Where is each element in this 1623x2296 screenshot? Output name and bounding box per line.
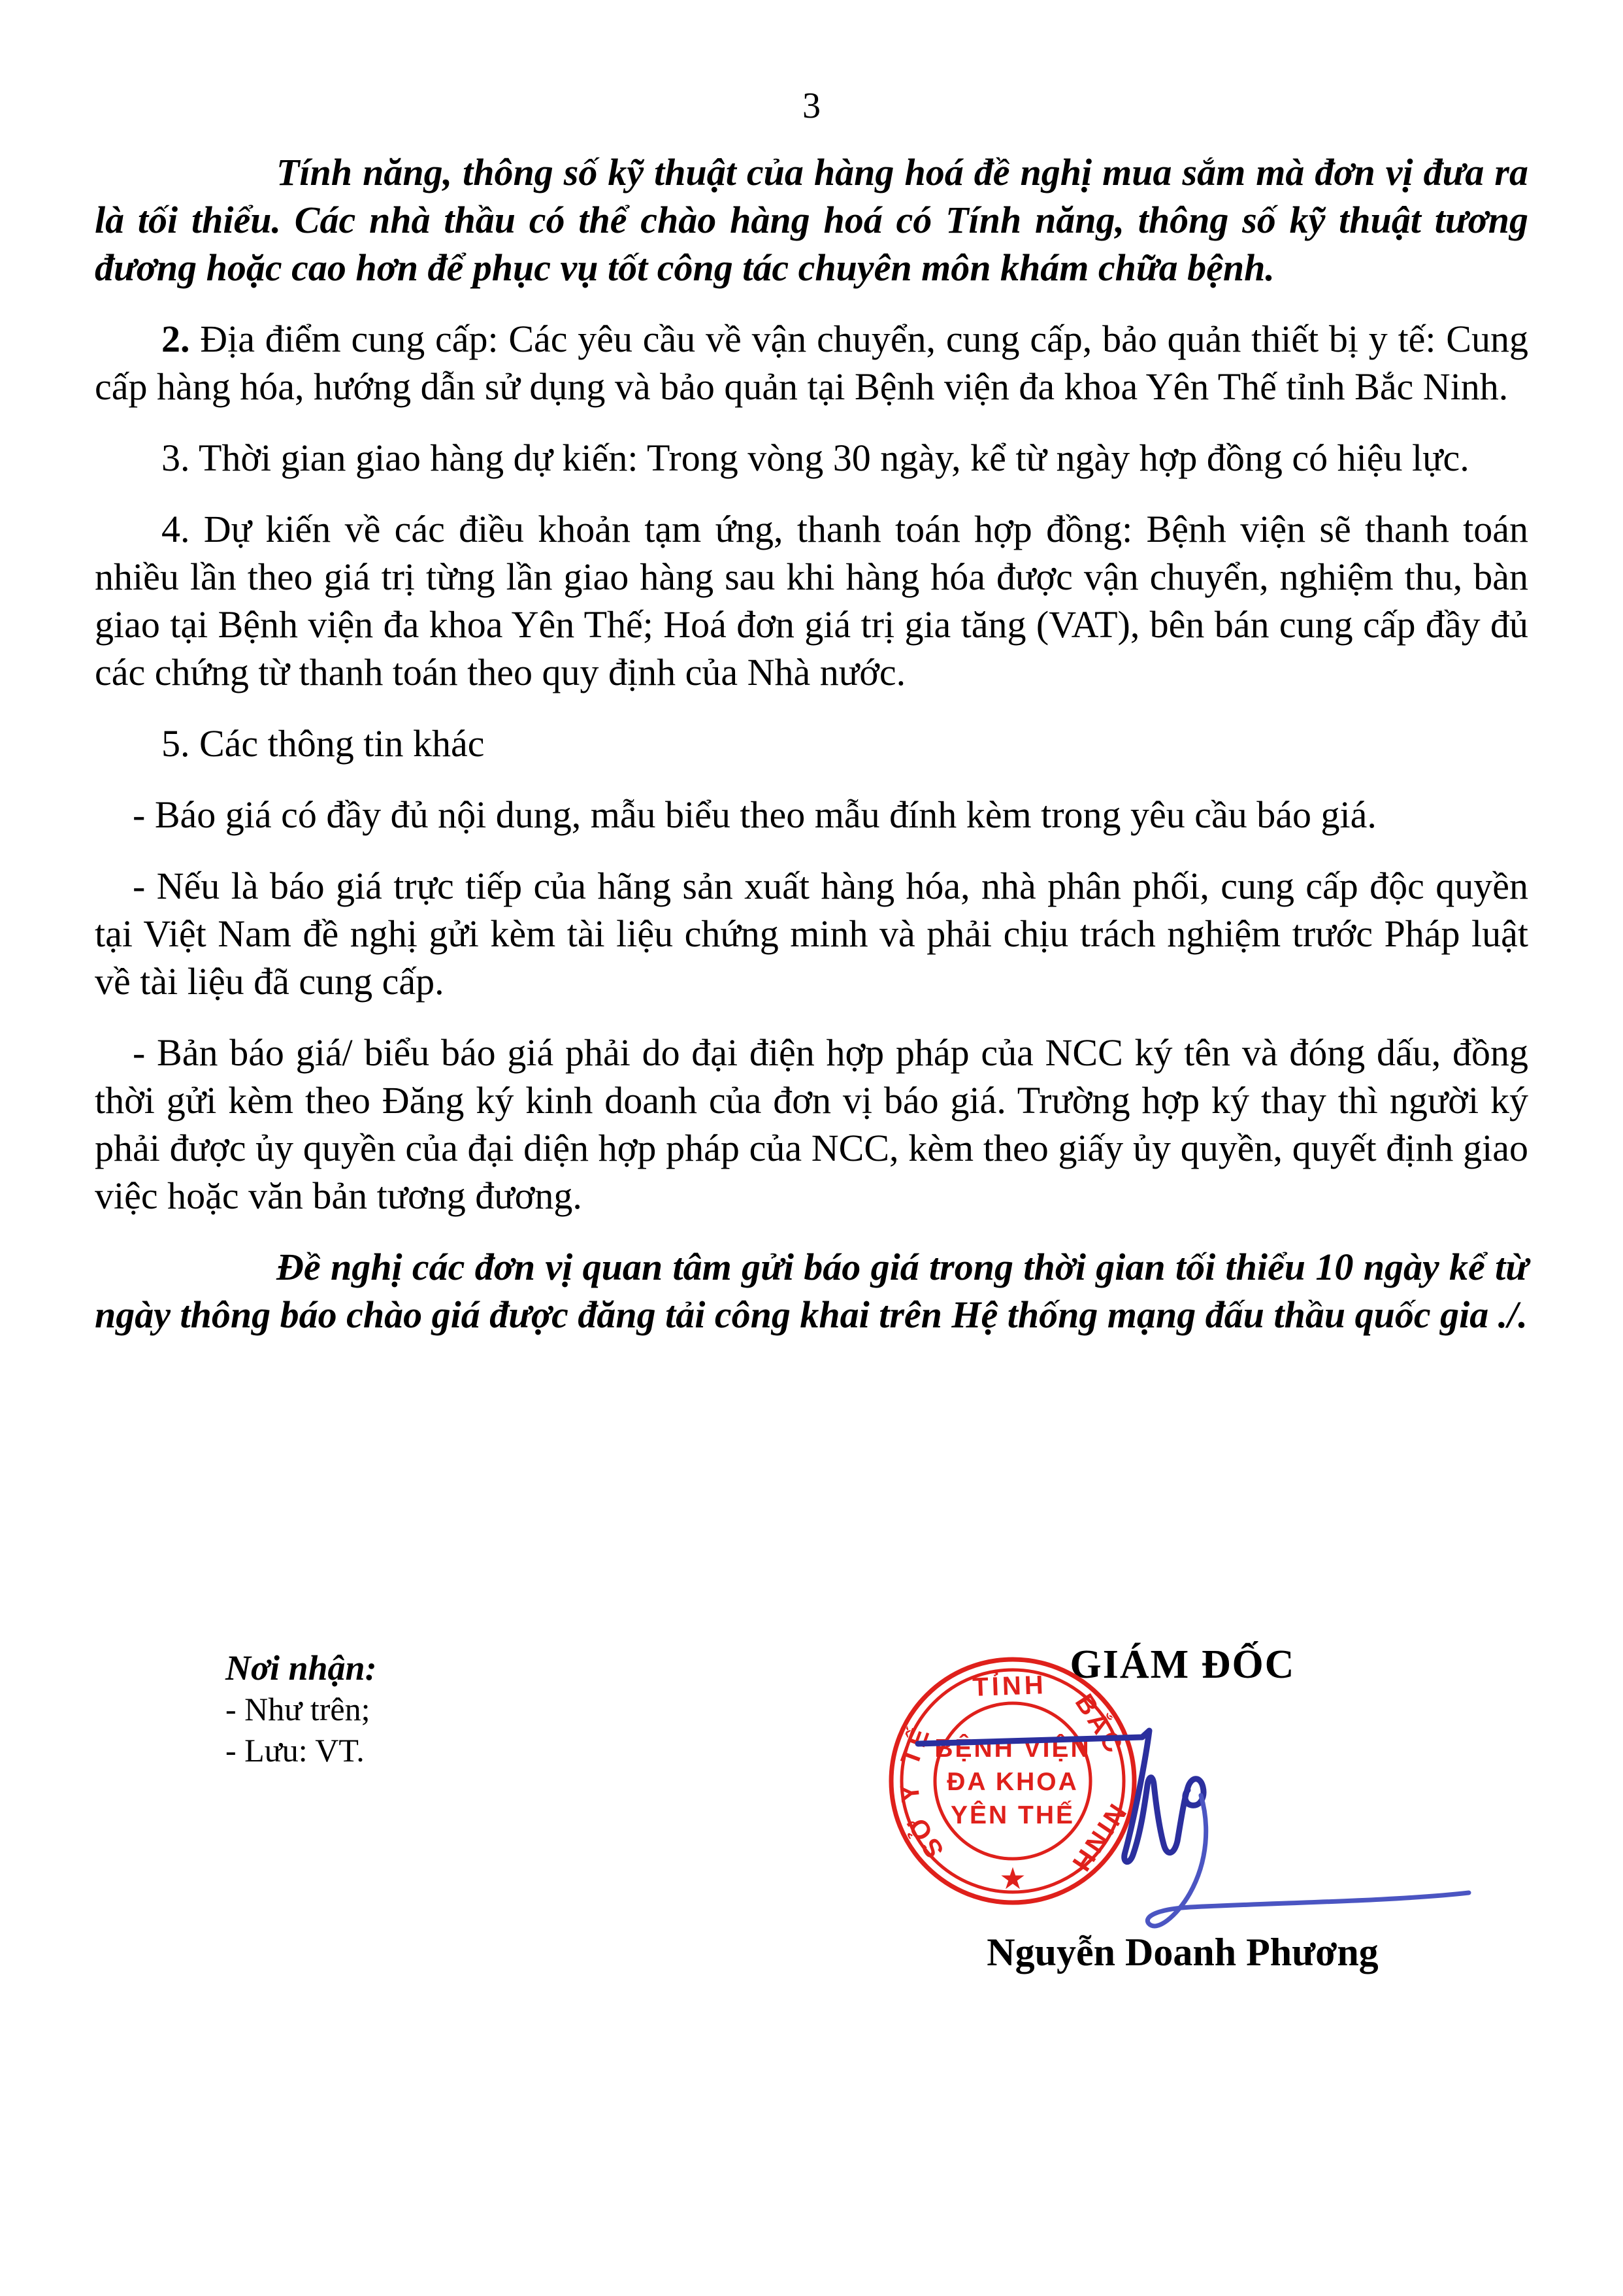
document-body (95, 0, 1528, 1339)
stamp-star-icon: ★ (999, 1862, 1026, 1895)
recipients-heading: Nơi nhận: (225, 1648, 377, 1688)
bullet-3: - Bản báo giá/ biểu báo giá phải do đại điện hợp pháp của NCC ký tên và đóng dấu, đồng thời gửi kèm theo Đăng ký kinh doanh của đơn vị báo giá. Trường hợp ký thay thì người ký phải được ủy quyền của đại diện hợp pháp của NCC, kèm theo giấy ủy quyền, quyết định giao việc hoặc văn bản tương đương. (95, 1031, 1528, 1217)
signature-main-stroke (918, 1731, 1204, 1862)
stamp-outer-circle (891, 1659, 1134, 1903)
bullet-2: - Nếu là báo giá trực tiếp của hãng sản xuất hàng hóa, nhà phân phối, cung cấp độc quyền tại Việt Nam đề nghị gửi kèm tài liệu chứng minh và phải chịu trách nghiệm trước Pháp luật về tài liệu đã cung cấp. (95, 865, 1528, 1003)
stamp-ring-text: BẮC (1069, 1689, 1130, 1761)
stamp-ring-text: Y (894, 1780, 926, 1804)
paragraph-5-heading: 5. Các thông tin khác (161, 722, 485, 765)
paragraph-2 (95, 315, 1528, 410)
page-number: 3 (802, 86, 821, 126)
stamp-ring-text: TỈNH (972, 1671, 1047, 1702)
signature-ink (918, 1731, 1469, 1926)
stamp-ring-text: SỞ (900, 1808, 950, 1863)
paragraph-2-number: 2. (161, 318, 190, 360)
stamp-inner-circle (935, 1703, 1090, 1859)
paragraph-4: 4. Dự kiến về các điều khoản tạm ứng, thanh toán hợp đồng: Bệnh viện sẽ thanh toán nhiều lần theo giá trị từng lần giao hàng sau khi hàng hóa được vận chuyển, nghiệm thu, bàn giao tại Bệnh viện đa khoa Yên Thế; Hoá đơn giá trị gia tăng (VAT), bên bán cung cấp đầy đủ các chứng từ thanh toán theo quy định của Nhà nước. (95, 508, 1528, 693)
paragraph-3: 3. Thời gian giao hàng dự kiến: Trong vòng 30 ngày, kể từ ngày hợp đồng có hiệu lực. (161, 437, 1469, 479)
stamp-hospital-line: ĐA KHOA (947, 1768, 1079, 1796)
hospital-stamp (891, 1659, 1134, 1903)
bullet-1: - Báo giá có đầy đủ nội dung, mẫu biểu theo mẫu đính kèm trong yêu cầu báo giá. (133, 793, 1377, 836)
director-title: GIÁM ĐỐC (1070, 1642, 1296, 1687)
stamp-middle-circle (902, 1670, 1124, 1892)
stamp-and-signature (849, 1627, 1535, 1980)
signature-tail-stroke (1147, 1795, 1469, 1926)
paragraph-intro: Tính năng, thông số kỹ thuật của hàng hoá đề nghị mua sắm mà đơn vị đưa ra là tối thiểu. Các nhà thầu có thể chào hàng hoá có Tính năng, thông số kỹ thuật tương đương hoặc cao hơn để phục vụ tốt công tác chuyên môn khám chữa bệnh. (95, 151, 1528, 289)
paragraph-2-text: Địa điểm cung cấp: Các yêu cầu về vận chuyển, cung cấp, bảo quản thiết bị y tế: Cung cấp hàng hóa, hướng dẫn sử dụng và bảo quản tại Bệnh viện đa khoa Yên Thế tỉnh Bắc Ninh. (95, 318, 1528, 408)
signer-name: Nguyễn Doanh Phương (987, 1931, 1379, 1974)
stamp-ring-text: NINH (1064, 1799, 1132, 1879)
paragraph-closing: Đề nghị các đơn vị quan tâm gửi báo giá trong thời gian tối thiểu 10 ngày kể từ ngày thông báo chào giá được đăng tải công khai trên Hệ thống mạng đấu thầu quốc gia ./. (95, 1246, 1528, 1336)
recipients-block (225, 1647, 377, 1771)
recipient-item: - Lưu: VT. (225, 1732, 365, 1769)
stamp-hospital-line: BỆNH VIỆN (934, 1735, 1091, 1763)
stamp-ring-text: TẾ (895, 1722, 936, 1769)
stamp-hospital-line: YÊN THẾ (950, 1801, 1075, 1829)
recipient-item: - Như trên; (225, 1691, 370, 1727)
